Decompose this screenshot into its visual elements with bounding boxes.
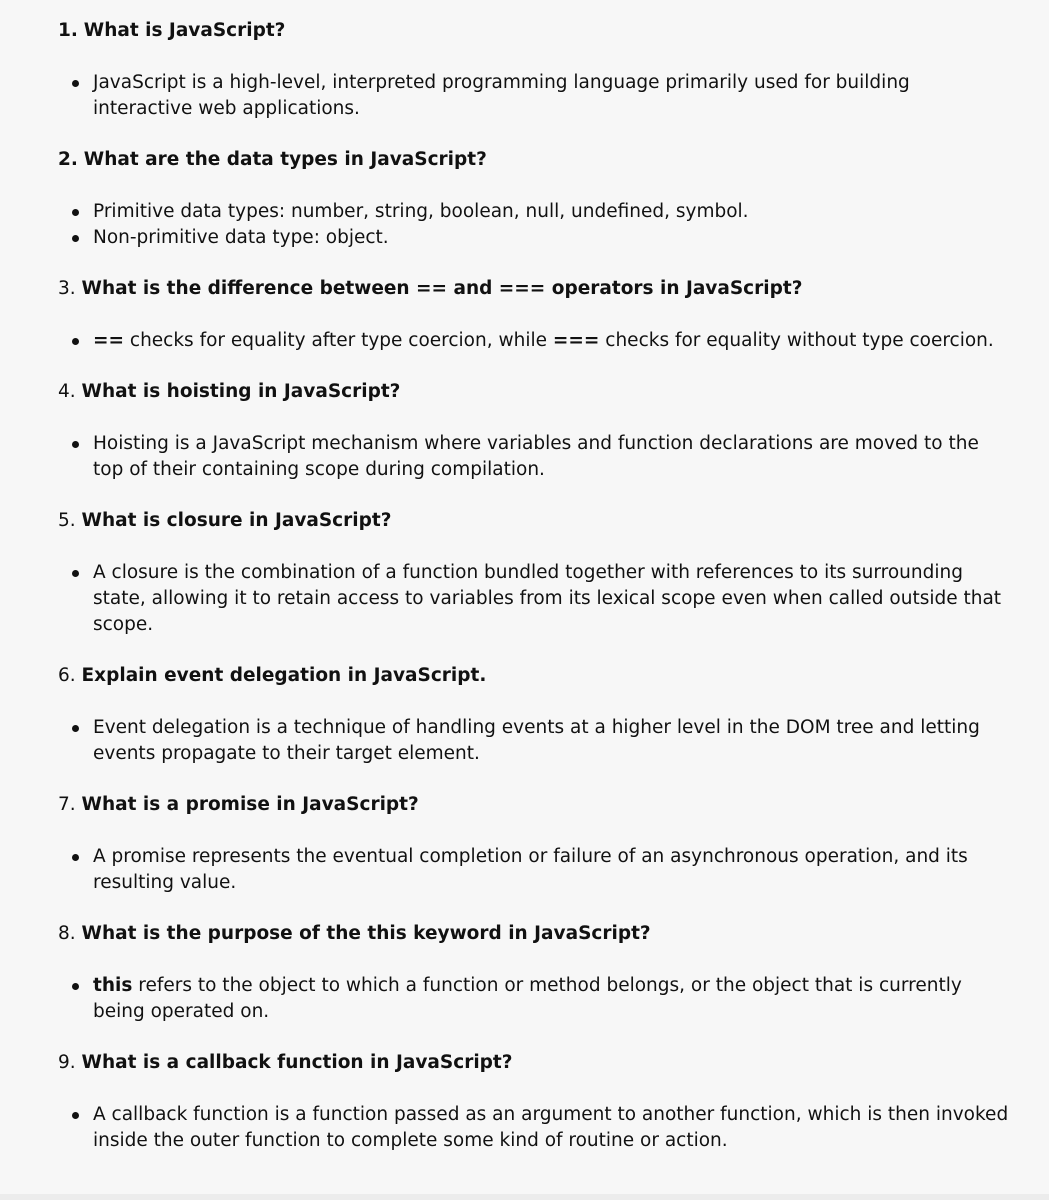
answer-bullet-item <box>58 715 1009 767</box>
item-spacer <box>58 638 1009 663</box>
question-heading <box>58 921 1009 947</box>
item-spacer <box>58 1025 1009 1050</box>
question-text: What is JavaScript? <box>83 20 286 41</box>
bullet-dot-icon <box>72 209 79 216</box>
bullet-dot-icon <box>72 441 79 448</box>
answer-bullet-item <box>58 431 1009 483</box>
qa-item <box>58 508 1009 663</box>
answer-bullet-item <box>58 844 1009 896</box>
question-number: 8. <box>58 923 76 944</box>
question-text: What is closure in JavaScript? <box>81 510 392 531</box>
answer-text: Non-primitive data type: object. <box>93 227 389 248</box>
item-spacer <box>58 251 1009 276</box>
question-text: What are the data types in JavaScript? <box>83 149 487 170</box>
answer-list <box>58 431 1009 483</box>
answer-text: Primitive data types: number, string, boolean, null, undefined, symbol. <box>93 201 749 222</box>
qa-item <box>58 18 1009 147</box>
answer-text: A promise represents the eventual completion or failure of an asynchronous operation, and its resulting value. <box>93 846 968 893</box>
question-text: What is a callback function in JavaScript? <box>81 1052 513 1073</box>
bullet-dot-icon <box>72 570 79 577</box>
answer-bullet-item <box>58 1102 1009 1154</box>
answer-text: refers to the object to which a function or method belongs, or the object that is currently being operated on. <box>93 975 962 1022</box>
answer-bullet-item <box>58 225 1009 251</box>
question-number: 5. <box>58 510 76 531</box>
qa-item <box>58 379 1009 508</box>
item-spacer <box>58 122 1009 147</box>
question-heading <box>58 508 1009 534</box>
answer-list <box>58 844 1009 896</box>
item-spacer <box>58 767 1009 792</box>
page-bottom-edge <box>0 1194 1049 1200</box>
answer-bullet-item <box>58 199 1009 225</box>
qa-item <box>58 276 1009 379</box>
question-number: 3. <box>58 278 76 299</box>
answer-list <box>58 1102 1009 1154</box>
item-spacer <box>58 483 1009 508</box>
qa-item <box>58 921 1009 1050</box>
question-heading <box>58 18 1009 44</box>
answer-bullet-item <box>58 973 1009 1025</box>
answer-list <box>58 560 1009 638</box>
answer-list <box>58 199 1009 251</box>
answer-text: checks for equality without type coercion. <box>599 330 994 351</box>
answer-list <box>58 328 1009 354</box>
question-number: 7. <box>58 794 76 815</box>
answer-text: A callback function is a function passed as an argument to another function, which is then invoked inside the outer function to complete some kind of routine or action. <box>93 1104 1009 1151</box>
bullet-dot-icon <box>72 80 79 87</box>
bullet-dot-icon <box>72 338 79 345</box>
answer-list <box>58 70 1009 122</box>
bullet-dot-icon <box>72 235 79 242</box>
question-heading <box>58 663 1009 689</box>
question-text: Explain event delegation in JavaScript. <box>81 665 487 686</box>
qa-item <box>58 1050 1009 1154</box>
question-text: What is hoisting in JavaScript? <box>81 381 401 402</box>
answer-code-term: === <box>552 330 600 351</box>
question-number: 9. <box>58 1052 76 1073</box>
question-number: 2. <box>58 149 78 170</box>
answer-list <box>58 973 1009 1025</box>
question-heading <box>58 1050 1009 1076</box>
question-text: What is a promise in JavaScript? <box>81 794 419 815</box>
question-text: What is the difference between == and === operators in JavaScript? <box>81 278 803 299</box>
answer-bullet-item <box>58 70 1009 122</box>
answer-text: A closure is the combination of a function bundled together with references to its surrounding state, allowing it to retain access to variables from its lexical scope even when called outside that scope. <box>93 562 1002 635</box>
question-heading <box>58 792 1009 818</box>
item-spacer <box>58 896 1009 921</box>
bullet-dot-icon <box>72 1112 79 1119</box>
item-spacer <box>58 354 1009 379</box>
answer-text: Hoisting is a JavaScript mechanism where variables and function declarations are moved to the top of their containing scope during compilation. <box>93 433 979 480</box>
question-number: 6. <box>58 665 76 686</box>
bullet-dot-icon <box>72 854 79 861</box>
question-number: 1. <box>58 20 78 41</box>
answer-code-term: == <box>93 330 125 351</box>
answer-text: checks for equality after type coercion, while <box>124 330 553 351</box>
qa-item <box>58 792 1009 921</box>
qa-item <box>58 147 1009 276</box>
answer-bullet-item <box>58 560 1009 638</box>
answer-list <box>58 715 1009 767</box>
bullet-dot-icon <box>72 983 79 990</box>
answer-text: Event delegation is a technique of handling events at a higher level in the DOM tree and letting events propagate to their target element. <box>93 717 980 764</box>
question-heading <box>58 276 1009 302</box>
question-heading <box>58 147 1009 173</box>
answer-code-term: this <box>93 975 133 996</box>
answer-bullet-item <box>58 328 1009 354</box>
question-text: What is the purpose of the this keyword in JavaScript? <box>81 923 651 944</box>
bullet-dot-icon <box>72 725 79 732</box>
question-number: 4. <box>58 381 76 402</box>
answer-text: JavaScript is a high-level, interpreted programming language primarily used for building interactive web applications. <box>93 72 910 119</box>
question-heading <box>58 379 1009 405</box>
qa-item <box>58 663 1009 792</box>
